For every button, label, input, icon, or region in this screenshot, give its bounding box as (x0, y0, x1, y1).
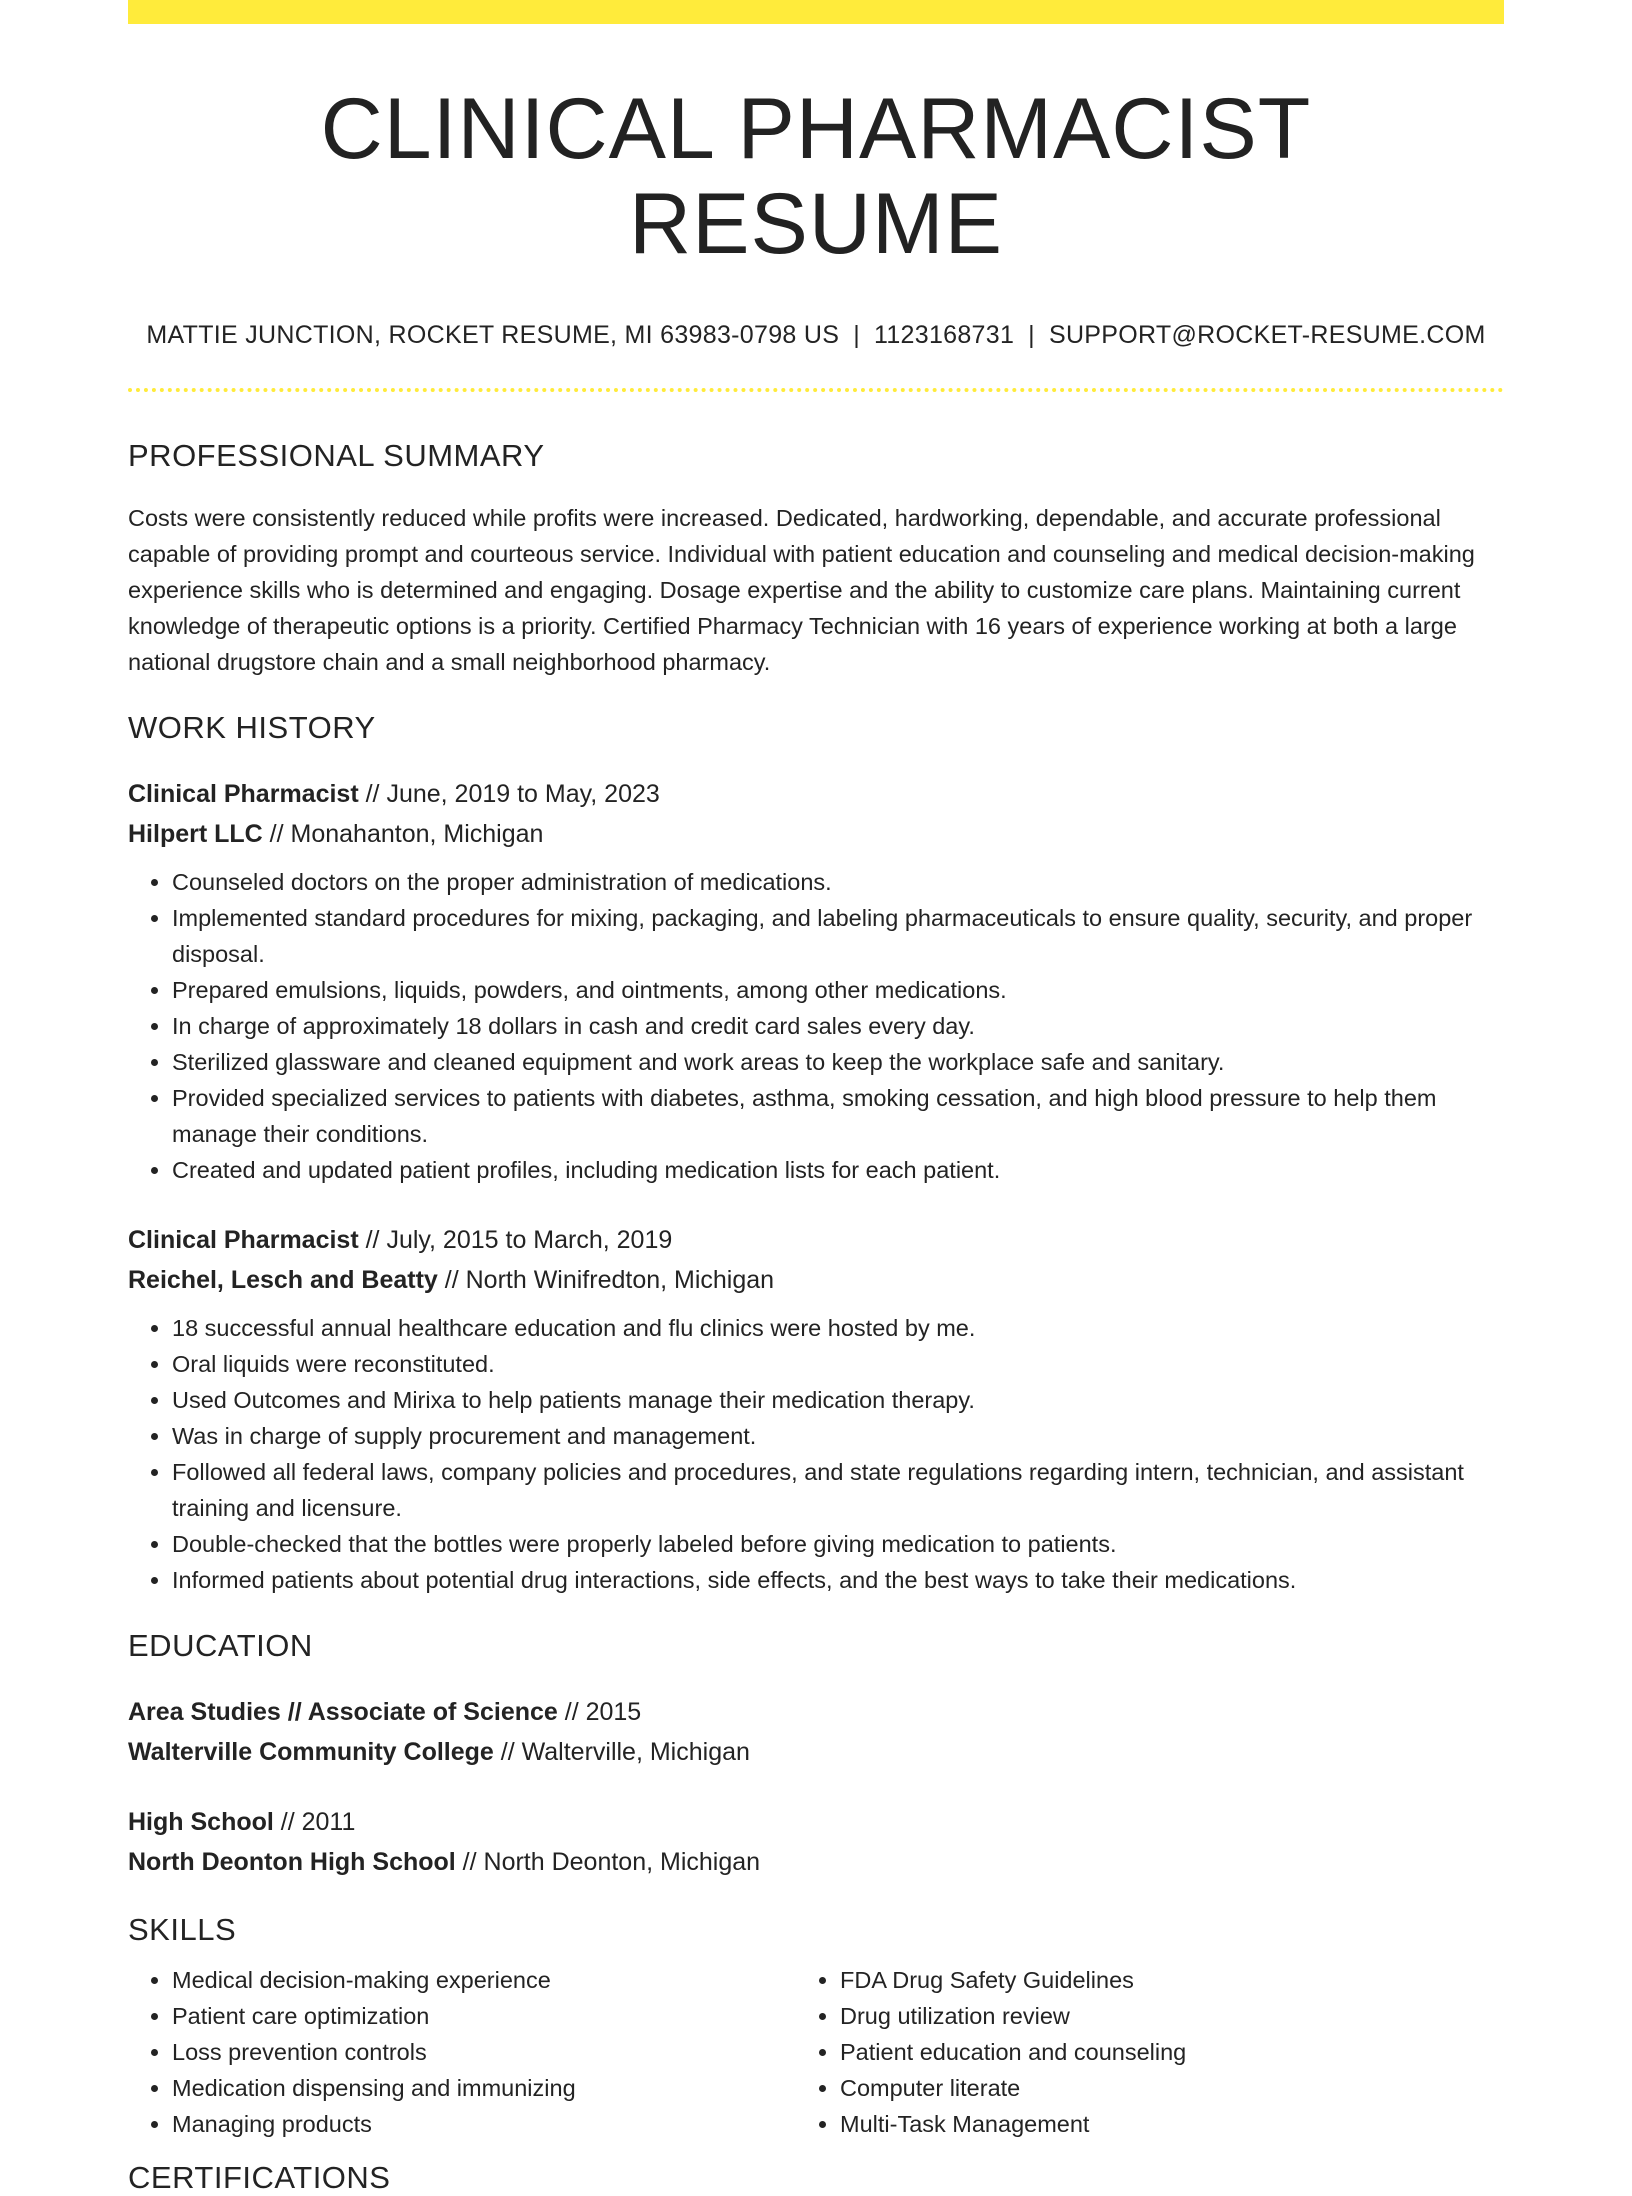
summary-heading: PROFESSIONAL SUMMARY (128, 438, 545, 474)
job-entry (128, 1220, 1504, 1598)
job-company-line (128, 1260, 1504, 1300)
job-bullet: • Implemented standard procedures for mixing, packaging, and labeling pharmaceuticals to ensure quality, security, and proper disposal. (172, 900, 1504, 972)
skill-item: • Drug utilization review (840, 1998, 1474, 2034)
job-bullet: • Sterilized glassware and cleaned equipment and work areas to keep the workplace safe and sanitary. (172, 1044, 1504, 1080)
job-company: Hilpert LLC (128, 820, 263, 849)
contact-line (128, 321, 1504, 350)
work-history-heading: WORK HISTORY (128, 710, 376, 746)
skill-item: • Patient education and counseling (840, 2034, 1474, 2070)
education-degree-line (128, 1802, 1504, 1842)
job-bullets (128, 1310, 1504, 1598)
job-company-line (128, 814, 1504, 854)
education-location: // Walterville, Michigan (493, 1738, 750, 1767)
resume-page (128, 0, 1504, 2196)
education-year: // 2015 (557, 1698, 642, 1727)
job-dates: // July, 2015 to March, 2019 (358, 1226, 673, 1255)
education-school: Walterville Community College (128, 1738, 494, 1767)
education-degree-line (128, 1692, 1504, 1732)
education-school-line (128, 1842, 1504, 1882)
job-location: // North Winifredton, Michigan (437, 1266, 775, 1295)
resume-title: CLINICAL PHARMACIST RESUME (320, 81, 1312, 272)
job-bullet: • Followed all federal laws, company policies and procedures, and state regulations regarding intern, technician, and assistant training and licensure. (172, 1454, 1504, 1526)
job-company: Reichel, Lesch and Beatty (128, 1266, 438, 1295)
education-degree: Area Studies // Associate of Science (128, 1698, 558, 1727)
skill-item: • Patient care optimization (172, 1998, 806, 2034)
job-bullet: • Oral liquids were reconstituted. (172, 1346, 1504, 1382)
job-title-line (128, 774, 1504, 814)
skill-item: • Computer literate (840, 2070, 1474, 2106)
contact-address: MATTIE JUNCTION, ROCKET RESUME, MI 63983-0798 US (146, 321, 840, 350)
skills-heading: SKILLS (128, 1912, 237, 1948)
skill-item: • Multi-Task Management (840, 2106, 1474, 2142)
skill-item: • FDA Drug Safety Guidelines (840, 1962, 1474, 1998)
job-bullet: • Informed patients about potential drug interactions, side effects, and the best ways to take their medications. (172, 1562, 1504, 1598)
education-location: // North Deonton, Michigan (455, 1848, 761, 1877)
certifications-heading: CERTIFICATIONS (128, 2160, 391, 2196)
job-location: // Monahanton, Michigan (262, 820, 544, 849)
job-title: Clinical Pharmacist (128, 1226, 359, 1255)
job-bullet: • Counseled doctors on the proper administration of medications. (172, 864, 1504, 900)
education-heading: EDUCATION (128, 1628, 313, 1664)
job-bullet: • 18 successful annual healthcare education and flu clinics were hosted by me. (172, 1310, 1504, 1346)
job-title: Clinical Pharmacist (128, 780, 359, 809)
contact-phone: 1123168731 (873, 321, 1015, 350)
job-entry (128, 774, 1504, 1188)
contact-email: SUPPORT@ROCKET-RESUME.COM (1048, 321, 1486, 350)
skill-item: • Managing products (172, 2106, 806, 2142)
skills-left-list (128, 1962, 806, 2142)
job-bullet: • Prepared emulsions, liquids, powders, and ointments, among other medications. (172, 972, 1504, 1008)
dotted-divider (128, 388, 1504, 392)
job-bullet: • In charge of approximately 18 dollars in cash and credit card sales every day. (172, 1008, 1504, 1044)
job-dates: // June, 2019 to May, 2023 (358, 780, 660, 809)
summary-text: Costs were consistently reduced while profits were increased. Dedicated, hardworking, dependable, and accurate professional capable of providing prompt and courteous service. Individual with patient education and counseling and medical decision-making experience skills who is determined and engaging. Dosage expertise and the ability to customize care plans. Maintaining current knowledge of therapeutic options is a priority. Certified Pharmacy Technician with 16 years of experience working at both a large national drugstore chain and a small neighborhood pharmacy. (128, 505, 1475, 676)
top-accent-bar (128, 0, 1504, 24)
contact-separator: | (1028, 321, 1035, 350)
job-bullet: • Used Outcomes and Mirixa to help patients manage their medication therapy. (172, 1382, 1504, 1418)
job-bullet: • Created and updated patient profiles, including medication lists for each patient. (172, 1152, 1504, 1188)
job-bullet: • Was in charge of supply procurement and management. (172, 1418, 1504, 1454)
skill-item: • Loss prevention controls (172, 2034, 806, 2070)
skills-columns (128, 1962, 1504, 2142)
contact-separator: | (853, 321, 860, 350)
education-school: North Deonton High School (128, 1848, 456, 1877)
education-year: // 2011 (273, 1808, 356, 1837)
education-entry (128, 1692, 1504, 1772)
skill-item: • Medical decision-making experience (172, 1962, 806, 1998)
job-bullet: • Provided specialized services to patients with diabetes, asthma, smoking cessation, and high blood pressure to help them manage their conditions. (172, 1080, 1504, 1152)
skills-right-list (806, 1962, 1474, 2142)
job-title-line (128, 1220, 1504, 1260)
job-bullet: • Double-checked that the bottles were properly labeled before giving medication to patients. (172, 1526, 1504, 1562)
skill-item: • Medication dispensing and immunizing (172, 2070, 806, 2106)
education-school-line (128, 1732, 1504, 1772)
job-bullets (128, 864, 1504, 1188)
education-entry (128, 1802, 1504, 1882)
education-degree: High School (128, 1808, 274, 1837)
